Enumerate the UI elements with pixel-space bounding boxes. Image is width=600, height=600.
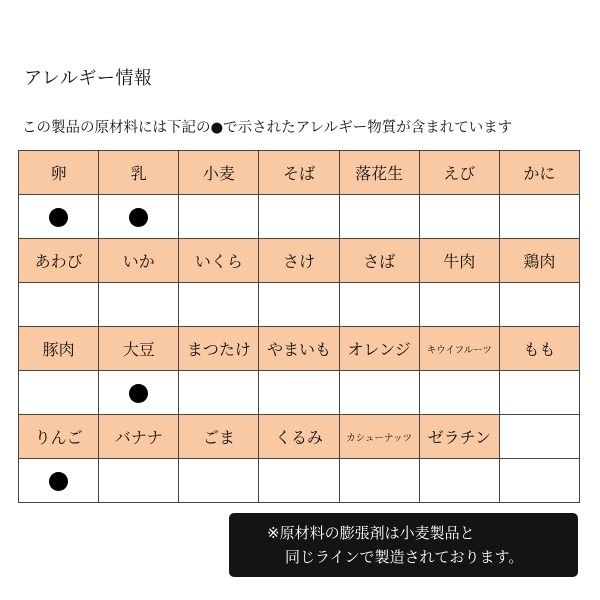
allergen-name: くるみ <box>259 415 339 459</box>
allergen-mark-cell <box>499 371 579 415</box>
allergen-mark-cell <box>99 459 179 503</box>
allergen-name: さば <box>339 239 419 283</box>
contains-mark-dot <box>129 208 148 227</box>
contains-mark-dot <box>49 208 68 227</box>
allergen-mark-cell <box>259 371 339 415</box>
allergen-mark-cell <box>339 371 419 415</box>
allergen-name: ゼラチン <box>419 415 499 459</box>
allergen-mark-cell <box>99 371 179 415</box>
allergen-name: オレンジ <box>339 327 419 371</box>
allergen-name: 鶏肉 <box>499 239 579 283</box>
allergen-table <box>18 150 580 503</box>
allergen-mark-cell <box>99 283 179 327</box>
intro-text: この製品の原材料には下記の●で示されたアレルギー物質が含まれています <box>22 120 513 136</box>
allergen-mark-row <box>19 459 580 503</box>
allergen-mark-row <box>19 283 580 327</box>
allergen-name: ごま <box>179 415 259 459</box>
allergen-name: さけ <box>259 239 339 283</box>
allergen-name: もも <box>499 327 579 371</box>
allergen-mark-cell <box>99 195 179 239</box>
allergen-name: いくら <box>179 239 259 283</box>
allergen-name: 牛肉 <box>419 239 499 283</box>
allergen-mark-cell <box>179 459 259 503</box>
allergen-mark-cell <box>259 459 339 503</box>
allergen-mark-cell <box>339 195 419 239</box>
allergen-name: かに <box>499 151 579 195</box>
allergen-mark-cell <box>19 283 99 327</box>
allergen-name: まつたけ <box>179 327 259 371</box>
allergen-mark-row <box>19 195 580 239</box>
allergen-mark-row <box>19 371 580 415</box>
allergen-name: そば <box>259 151 339 195</box>
allergen-name: 落花生 <box>339 151 419 195</box>
allergen-name: カシューナッツ <box>339 415 419 459</box>
allergen-mark-cell <box>419 283 499 327</box>
allergen-header-row <box>19 327 580 371</box>
allergen-name: いか <box>99 239 179 283</box>
allergen-name: りんご <box>19 415 99 459</box>
notice-box <box>229 513 578 577</box>
allergen-header-row <box>19 239 580 283</box>
empty-cell <box>499 415 579 459</box>
allergen-mark-cell <box>339 283 419 327</box>
allergen-name: えび <box>419 151 499 195</box>
allergen-mark-cell <box>499 459 579 503</box>
allergen-mark-cell <box>179 195 259 239</box>
allergen-name: 大豆 <box>99 327 179 371</box>
allergen-name: 豚肉 <box>19 327 99 371</box>
allergen-mark-cell <box>499 195 579 239</box>
allergen-name: キウイフルーツ <box>419 327 499 371</box>
allergen-mark-cell <box>499 283 579 327</box>
allergen-header-row <box>19 151 580 195</box>
allergen-name: 小麦 <box>179 151 259 195</box>
allergen-name: バナナ <box>99 415 179 459</box>
allergen-mark-cell <box>259 283 339 327</box>
allergen-mark-cell <box>179 283 259 327</box>
allergen-name: あわび <box>19 239 99 283</box>
allergen-mark-cell <box>19 195 99 239</box>
page-title: アレルギー情報 <box>24 68 153 89</box>
allergen-mark-cell <box>19 371 99 415</box>
allergen-mark-cell <box>419 195 499 239</box>
allergen-header-row <box>19 415 580 459</box>
notice-line: 同じラインで製造されております。 <box>285 548 524 566</box>
notice-line: ※原材料の膨張剤は小麦製品と <box>267 524 475 542</box>
allergen-name: 乳 <box>99 151 179 195</box>
allergen-mark-cell <box>19 459 99 503</box>
allergen-name: やまいも <box>259 327 339 371</box>
allergen-mark-cell <box>419 371 499 415</box>
contains-mark-dot <box>129 384 148 403</box>
allergen-mark-cell <box>419 459 499 503</box>
allergen-mark-cell <box>259 195 339 239</box>
allergen-mark-cell <box>339 459 419 503</box>
allergen-name: 卵 <box>19 151 99 195</box>
allergen-mark-cell <box>179 371 259 415</box>
contains-mark-dot <box>49 472 68 491</box>
